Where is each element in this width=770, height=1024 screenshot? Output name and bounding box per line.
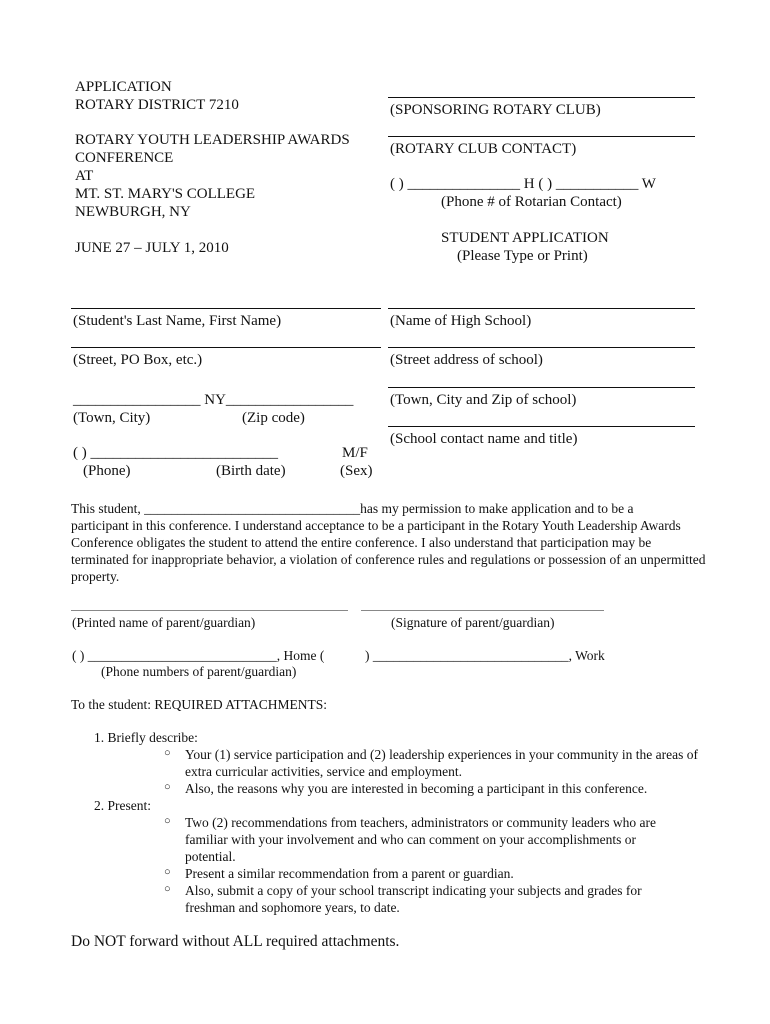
school-street-label: (Street address of school) <box>390 352 543 368</box>
student-phone-birth-line[interactable]: ( ) _________________________ <box>73 445 278 461</box>
attachment-item-1: 1. Briefly describe: <box>94 730 198 745</box>
permission-body: participant in this conference. I understand acceptance to be a participant in the Rotary Youth Leadership Awards Conference obligates the student to attend the entire conference. I also understand that participation may be terminated for inappropriate behavior, a violation of conference rules and regulations or possession of an unpermitted property. <box>71 518 706 584</box>
rotarian-phone-line[interactable]: ( ) _______________ H ( ) ___________ W <box>390 176 656 192</box>
high-school-line[interactable] <box>388 308 695 309</box>
attachment-1-bullet-1: Your (1) service participation and (2) leadership experiences in your community in the areas of extra curricular activities, service and employment. <box>185 747 698 779</box>
guardian-printed-name-line[interactable] <box>71 610 348 611</box>
guardian-phone-caption: (Phone numbers of parent/guardian) <box>101 664 297 679</box>
bullet-icon: ○ <box>164 747 171 759</box>
guardian-signature-line[interactable] <box>361 610 604 611</box>
conference-line-3: AT <box>75 168 94 184</box>
application-title: APPLICATION <box>75 79 172 95</box>
bullet-icon: ○ <box>164 883 171 895</box>
student-street-line[interactable] <box>71 347 381 348</box>
student-name-line[interactable] <box>71 308 381 309</box>
school-contact-label: (School contact name and title) <box>390 431 578 447</box>
guardian-work-phone-line[interactable]: ) _____________________________, Work <box>365 648 605 663</box>
footer-notice: Do NOT forward without ALL required attachments. <box>71 933 400 950</box>
guardian-home-phone-line[interactable]: ( ) ____________________________, Home ( <box>72 648 325 663</box>
club-contact-line[interactable] <box>388 136 695 137</box>
guardian-signature-label: (Signature of parent/guardian) <box>391 615 555 630</box>
conference-dates: JUNE 27 – JULY 1, 2010 <box>75 240 229 256</box>
student-street-label: (Street, PO Box, etc.) <box>73 352 203 368</box>
conference-line-5: NEWBURGH, NY <box>75 204 191 220</box>
school-town-line[interactable] <box>388 387 695 388</box>
student-name-label: (Student's Last Name, First Name) <box>73 313 282 329</box>
attachment-2-bullet-3: Also, submit a copy of your school transcript indicating your subjects and grades for freshman and sophomore years, to date. <box>185 883 642 915</box>
attachments-heading: To the student: REQUIRED ATTACHMENTS: <box>71 697 327 712</box>
rotarian-phone-caption: (Phone # of Rotarian Contact) <box>441 194 622 210</box>
school-street-line[interactable] <box>388 347 695 348</box>
town-zip-line[interactable]: _________________ NY_________________ <box>73 392 354 408</box>
mf-label[interactable]: M/F <box>342 445 368 461</box>
student-application-heading: STUDENT APPLICATION <box>441 230 609 246</box>
guardian-printed-name-label: (Printed name of parent/guardian) <box>72 615 256 630</box>
high-school-label: (Name of High School) <box>390 313 532 329</box>
type-or-print-note: (Please Type or Print) <box>457 248 588 264</box>
school-town-label: (Town, City and Zip of school) <box>390 392 577 408</box>
sponsoring-club-label: (SPONSORING ROTARY CLUB) <box>390 102 601 118</box>
attachment-2-bullet-1: Two (2) recommendations from teachers, administrators or community leaders who are familiar with your involvement and who can comment on your accomplishments or potential. <box>185 815 657 864</box>
bullet-icon: ○ <box>164 866 171 878</box>
school-contact-line[interactable] <box>388 426 695 427</box>
bullet-icon: ○ <box>164 781 171 793</box>
club-contact-label: (ROTARY CLUB CONTACT) <box>390 141 577 157</box>
phone-label: (Phone) <box>83 463 131 479</box>
bullet-icon: ○ <box>164 815 171 827</box>
attachment-1-bullet-2: Also, the reasons why you are interested in becoming a participant in this conference. <box>185 781 648 796</box>
conference-line-2: CONFERENCE <box>75 150 174 166</box>
birth-date-label: (Birth date) <box>216 463 286 479</box>
district-title: ROTARY DISTRICT 7210 <box>75 97 239 113</box>
sex-label: (Sex) <box>340 463 373 479</box>
attachment-2-bullet-2: Present a similar recommendation from a parent or guardian. <box>185 866 514 881</box>
sponsoring-club-line[interactable] <box>388 97 695 98</box>
zip-label: (Zip code) <box>242 410 305 426</box>
attachment-item-2: 2. Present: <box>94 798 151 813</box>
conference-line-1: ROTARY YOUTH LEADERSHIP AWARDS <box>75 132 350 148</box>
conference-line-4: MT. ST. MARY'S COLLEGE <box>75 186 256 202</box>
town-label: (Town, City) <box>73 410 151 426</box>
permission-first-line: This student, ________________________________has my permission to make application and to be a <box>71 501 634 516</box>
